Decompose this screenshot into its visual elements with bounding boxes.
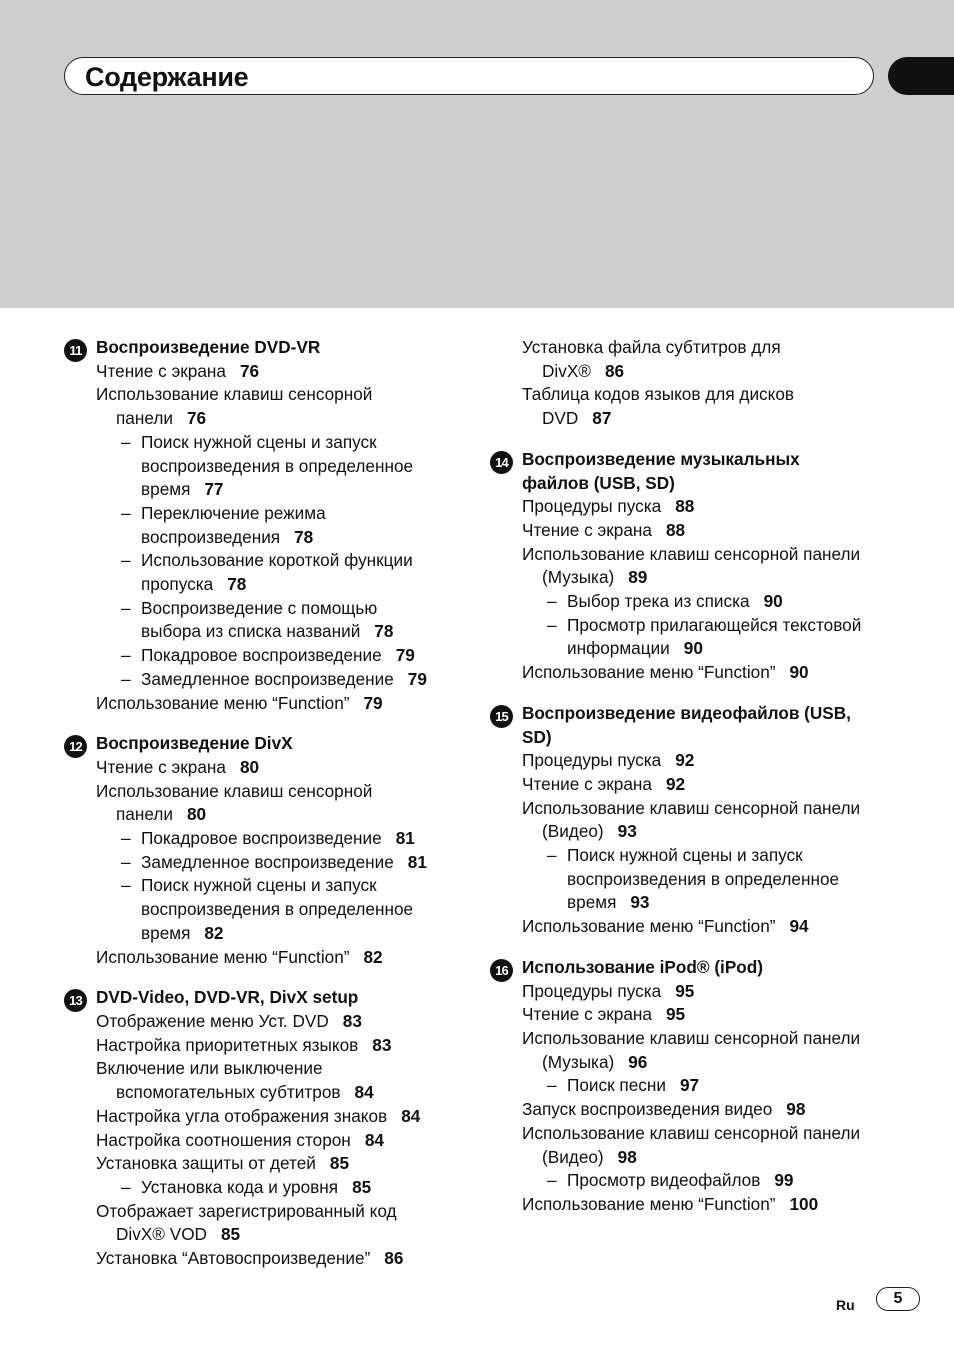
toc-entry [490, 980, 890, 1004]
toc-entry [490, 1098, 890, 1122]
toc-entry [490, 1122, 890, 1169]
toc-page-number: 85 [352, 1176, 372, 1197]
toc-page-number: 88 [675, 496, 695, 517]
toc-entry-text: время [141, 479, 191, 500]
toc-entry [490, 773, 890, 797]
section-heading: SD) [522, 726, 552, 747]
toc-section [490, 448, 890, 685]
toc-page-number: 78 [227, 574, 247, 595]
toc-entry-text: воспроизведения в определенное [567, 868, 840, 889]
toc-entry-text: выбора из списка названий [141, 621, 361, 642]
toc-entry-text: (Музыка) [542, 1051, 615, 1072]
toc-entry [490, 749, 890, 773]
toc-entry [490, 661, 890, 685]
toc-entry-text: Использование клавиш сенсорной панели [522, 543, 861, 564]
toc-entry-line [64, 597, 464, 621]
toc-entry [64, 668, 464, 692]
toc-entry-text: Покадровое воспроизведение [141, 645, 382, 666]
toc-entry-text: (Видео) [542, 1146, 604, 1167]
toc-entry-text: DVD [542, 408, 579, 429]
toc-page-number: 82 [363, 946, 383, 967]
page-number: 5 [876, 1287, 920, 1311]
toc-page-number: 90 [683, 638, 703, 659]
bullet-dash: – [121, 550, 131, 571]
toc-entry-line [490, 1027, 890, 1051]
toc-page-number: 98 [786, 1099, 806, 1120]
section-heading: Воспроизведение видеофайлов (USB, [522, 702, 851, 723]
toc-page-number: 80 [239, 756, 260, 777]
toc-entry-line [64, 1010, 464, 1034]
toc-page-number: 80 [186, 804, 207, 825]
toc-page-number: 86 [384, 1248, 404, 1269]
toc-entry [490, 915, 890, 939]
toc-entry-line [64, 383, 464, 407]
chapter-number-badge: 14 [490, 451, 513, 474]
bullet-dash: – [547, 614, 557, 635]
toc-entry [490, 383, 890, 430]
toc-entry-line [64, 827, 464, 851]
toc-entry-line [490, 1051, 890, 1075]
toc-entry [490, 797, 890, 844]
toc-entry-text: Отображает зарегистрированный код [96, 1200, 397, 1221]
toc-entry [64, 502, 464, 549]
toc-entry-line [490, 543, 890, 567]
toc-column-right [490, 336, 890, 1234]
section-tab [888, 57, 954, 95]
bullet-dash: – [121, 668, 131, 689]
toc-page-number: 79 [407, 668, 427, 689]
toc-page-number: 76 [239, 360, 260, 381]
chapter-number-badge: 11 [64, 339, 87, 362]
title-frame [64, 57, 874, 95]
toc-entry-line [64, 573, 464, 597]
bullet-dash: – [121, 502, 131, 523]
toc-page-number: 92 [665, 773, 686, 794]
toc-entry-line [490, 336, 890, 360]
toc-entry-line [64, 526, 464, 550]
toc-entry-text: Настройка угла отображения знаков [96, 1105, 388, 1126]
toc-entry-line [490, 1122, 890, 1146]
toc-entry-line [490, 614, 890, 638]
page-title: Содержание [85, 62, 249, 92]
toc-entry [490, 614, 890, 661]
toc-page-number: 93 [630, 892, 650, 913]
toc-entry-line [490, 868, 890, 892]
toc-entry-line [490, 637, 890, 661]
toc-entry-text: панели [116, 804, 173, 825]
toc-section [490, 336, 890, 431]
toc-page-number: 78 [294, 526, 314, 547]
toc-entry-text: Запуск воспроизведения видео [522, 1099, 773, 1120]
toc-entry-text: Чтение с экрана [522, 519, 652, 540]
toc-section [490, 956, 890, 1217]
toc-page-number: 96 [628, 1051, 648, 1072]
toc-entry [490, 844, 890, 915]
section-heading: DVD-Video, DVD-VR, DivX setup [96, 987, 359, 1008]
bullet-dash: – [121, 597, 131, 618]
toc-entry-line [64, 668, 464, 692]
toc-page-number: 84 [354, 1082, 374, 1103]
toc-entry [64, 597, 464, 644]
toc-entry-line [64, 1081, 464, 1105]
toc-entry-text: Просмотр видеофайлов [567, 1170, 761, 1191]
toc-entry-text: Установка файла субтитров для [522, 337, 781, 357]
toc-entry [64, 851, 464, 875]
toc-entry-text: Настройка приоритетных языков [96, 1034, 359, 1055]
toc-entry-line [490, 661, 890, 685]
toc-entry [64, 692, 464, 716]
toc-entry-line [490, 590, 890, 614]
toc-entry [64, 1057, 464, 1104]
toc-entry-line [64, 803, 464, 827]
toc-page-number: 82 [204, 922, 224, 943]
section-heading: Воспроизведение DVD-VR [96, 337, 321, 357]
toc-entry-line [64, 922, 464, 946]
toc-page-number: 95 [665, 1004, 686, 1025]
chapter-number-badge: 15 [490, 705, 513, 728]
toc-entry [64, 780, 464, 827]
toc-entry-line [490, 383, 890, 407]
toc-entry-text: Использование меню “Function” [522, 1193, 776, 1214]
toc-entry [490, 1027, 890, 1074]
toc-page-number: 81 [407, 851, 427, 872]
toc-entry [64, 1176, 464, 1200]
bullet-dash: – [547, 1075, 557, 1096]
toc-page-number: 90 [763, 591, 783, 612]
toc-entry-text: время [567, 892, 617, 913]
toc-entry [64, 1034, 464, 1058]
toc-entry-text: вспомогательных субтитров [116, 1082, 341, 1103]
toc-entry [64, 1152, 464, 1176]
toc-entry-text: Установка кода и уровня [141, 1176, 339, 1197]
toc-entry-text: Процедуры пуска [522, 750, 662, 771]
toc-page-number: 84 [401, 1105, 421, 1126]
toc-entry-text: DivX® [542, 360, 591, 381]
toc-entry-text: Просмотр прилагающейся текстовой [567, 614, 862, 635]
toc-entry-text: Установка “Автовоспроизведение” [96, 1248, 371, 1269]
toc-entry-text: Использование меню “Function” [96, 692, 350, 713]
toc-entry-text: информации [567, 638, 670, 659]
bullet-dash: – [121, 851, 131, 872]
toc-entry-line [490, 495, 890, 519]
toc-entry-line [490, 773, 890, 797]
language-label: Ru [836, 1297, 855, 1313]
toc-entry-text: Чтение с экрана [96, 756, 226, 777]
toc-entry-text: Использование клавиш сенсорной [96, 780, 373, 801]
toc-page-number: 81 [395, 828, 415, 849]
bullet-dash: – [121, 875, 131, 896]
toc-entry-line [490, 980, 890, 1004]
toc-entry [64, 1129, 464, 1153]
toc-entry [64, 1105, 464, 1129]
toc-entry-text: Таблица кодов языков для дисков [522, 384, 795, 405]
toc-entry-line [490, 1098, 890, 1122]
toc-entry-text: Использование клавиш сенсорной панели [522, 797, 861, 818]
toc-page-number: 84 [364, 1129, 384, 1150]
toc-page-number: 78 [374, 621, 394, 642]
toc-page-number: 97 [679, 1075, 700, 1096]
toc-entry-line [490, 820, 890, 844]
toc-page-number: 79 [395, 645, 415, 666]
bullet-dash: – [121, 645, 131, 666]
toc-entry-line [64, 478, 464, 502]
toc-page-number: 94 [789, 916, 809, 937]
toc-page-number: 98 [617, 1146, 637, 1167]
toc-entry-line [490, 519, 890, 543]
toc-entry [490, 543, 890, 590]
toc-entry-line [490, 844, 890, 868]
toc-entry [64, 549, 464, 596]
toc-entry-line [64, 1105, 464, 1129]
toc-entry-text: Использование клавиш сенсорной [96, 384, 373, 405]
bullet-dash: – [547, 1170, 557, 1191]
chapter-number-badge: 12 [64, 735, 87, 758]
toc-entry [490, 495, 890, 519]
toc-page-number: 85 [220, 1224, 241, 1245]
toc-entry-text: Замедленное воспроизведение [141, 668, 394, 689]
bullet-dash: – [547, 591, 557, 612]
toc-entry-line [64, 360, 464, 384]
toc-section [64, 986, 464, 1270]
toc-entry-text: Включение или выключение [96, 1058, 323, 1079]
toc-entry [64, 1200, 464, 1247]
toc-entry-text: Чтение с экрана [522, 1004, 652, 1025]
toc-entry-line [64, 874, 464, 898]
toc-page-number: 77 [204, 479, 224, 500]
toc-page-number: 87 [592, 408, 612, 429]
toc-page-number: 83 [372, 1034, 392, 1055]
toc-page-number: 92 [675, 750, 695, 771]
toc-entry [64, 946, 464, 970]
toc-page-number: 76 [186, 408, 207, 429]
toc-page-number: 79 [363, 692, 383, 713]
toc-entry-line [64, 1152, 464, 1176]
toc-page-number: 88 [665, 519, 686, 540]
toc-entry-line [64, 1176, 464, 1200]
toc-entry-line [64, 1057, 464, 1081]
bullet-dash: – [121, 828, 131, 849]
toc-entry-text: Замедленное воспроизведение [141, 851, 394, 872]
toc-entry-text: Настройка соотношения сторон [96, 1129, 351, 1150]
toc-entry [490, 336, 890, 383]
toc-entry-line [64, 455, 464, 479]
toc-entry-text: Выбор трека из списка [567, 591, 750, 612]
toc-entry-line [64, 1200, 464, 1224]
toc-entry-text: воспроизведения в определенное [141, 899, 414, 920]
toc-entry [64, 756, 464, 780]
toc-page-number: 89 [628, 567, 648, 588]
toc-entry-text: пропуска [141, 574, 214, 595]
toc-entry-text: время [141, 922, 191, 943]
toc-entry-line [64, 898, 464, 922]
toc-entry-line [490, 566, 890, 590]
toc-entry-line [64, 692, 464, 716]
toc-section [490, 702, 890, 939]
toc-entry-line [64, 644, 464, 668]
toc-entry-line [490, 891, 890, 915]
bullet-dash: – [121, 431, 131, 452]
bullet-dash: – [547, 845, 557, 866]
toc-entry-line [64, 756, 464, 780]
toc-entry-text: панели [116, 408, 173, 429]
toc-entry [64, 1010, 464, 1034]
toc-entry-line [490, 407, 890, 431]
bullet-dash: – [121, 1176, 131, 1197]
section-heading: Воспроизведение музыкальных [522, 448, 800, 469]
toc-entry [64, 360, 464, 384]
toc-entry-line [490, 1169, 890, 1193]
toc-entry-line [64, 620, 464, 644]
toc-section [64, 732, 464, 969]
toc-page-number: 85 [329, 1153, 350, 1174]
toc-entry-text: Процедуры пуска [522, 496, 662, 517]
toc-entry-text: Переключение режима [141, 502, 326, 523]
toc-entry-text: Чтение с экрана [96, 360, 226, 381]
toc-entry-line [64, 431, 464, 455]
toc-entry [64, 827, 464, 851]
toc-entry-line [490, 915, 890, 939]
section-heading: Использование iPod® (iPod) [522, 956, 764, 977]
section-heading: файлов (USB, SD) [522, 472, 675, 493]
toc-entry-text: Использование клавиш сенсорной панели [522, 1027, 861, 1048]
toc-entry [490, 519, 890, 543]
toc-entry-text: воспроизведения [141, 526, 281, 547]
toc-entry-text: (Музыка) [542, 567, 615, 588]
toc-entry-line [490, 749, 890, 773]
toc-page-number: 86 [604, 360, 625, 381]
toc-entry-text: (Видео) [542, 821, 604, 842]
toc-entry-text: Воспроизведение с помощью [141, 597, 378, 618]
toc-section [64, 336, 464, 715]
toc-entry-text: Использование меню “Function” [96, 946, 350, 967]
toc-entry-text: Установка защиты от детей [96, 1153, 316, 1174]
section-heading: Воспроизведение DivX [96, 733, 293, 754]
toc-entry [64, 874, 464, 945]
toc-entry-text: Покадровое воспроизведение [141, 828, 382, 849]
toc-entry-line [490, 360, 890, 384]
toc-entry [490, 1193, 890, 1217]
toc-entry-line [64, 1247, 464, 1271]
toc-entry-line [64, 780, 464, 804]
toc-page-number: 99 [774, 1170, 794, 1191]
toc-entry-line [490, 1146, 890, 1170]
toc-entry-line [64, 1034, 464, 1058]
toc-entry [490, 1003, 890, 1027]
toc-entry-line [490, 1003, 890, 1027]
toc-entry-line [64, 851, 464, 875]
chapter-number-badge: 16 [490, 959, 513, 982]
toc-entry-text: Использование меню “Function” [522, 916, 776, 937]
toc-entry-text: Поиск нужной сцены и запуск [141, 431, 377, 452]
toc-page-number: 90 [789, 662, 809, 683]
toc-entry-text: Использование меню “Function” [522, 662, 776, 683]
toc-column-left [64, 336, 464, 1288]
toc-entry-line [490, 1074, 890, 1098]
toc-entry-text: DivX® VOD [116, 1224, 207, 1245]
toc-page-number: 100 [789, 1193, 819, 1214]
toc-entry-line [64, 1223, 464, 1247]
toc-entry [490, 590, 890, 614]
toc-entry-line [64, 502, 464, 526]
toc-entry-line [64, 946, 464, 970]
toc-entry-text: Поиск песни [567, 1075, 666, 1096]
toc-entry-line [64, 1129, 464, 1153]
chapter-number-badge: 13 [64, 989, 87, 1012]
toc-entry [64, 644, 464, 668]
toc-entry-text: Отображение меню Уст. DVD [96, 1010, 329, 1031]
toc-entry [64, 383, 464, 430]
toc-entry-line [64, 549, 464, 573]
toc-entry-line [490, 1193, 890, 1217]
toc-entry-text: Поиск нужной сцены и запуск [141, 875, 377, 896]
toc-entry [64, 1247, 464, 1271]
toc-entry-line [64, 407, 464, 431]
toc-page-number: 83 [342, 1010, 362, 1031]
header-band [0, 0, 954, 308]
toc-page-number: 93 [617, 821, 637, 842]
toc-entry [64, 431, 464, 502]
toc-entry-text: Процедуры пуска [522, 980, 662, 1001]
toc-entry-text: Использование короткой функции [141, 550, 413, 571]
toc-entry-text: Использование клавиш сенсорной панели [522, 1122, 861, 1143]
toc-entry-text: Чтение с экрана [522, 773, 652, 794]
toc-entry-text: воспроизведения в определенное [141, 455, 414, 476]
toc-entry [490, 1074, 890, 1098]
toc-entry-text: Поиск нужной сцены и запуск [567, 845, 803, 866]
toc-entry-line [490, 797, 890, 821]
toc-entry [490, 1169, 890, 1193]
toc-page-number: 95 [675, 980, 695, 1001]
